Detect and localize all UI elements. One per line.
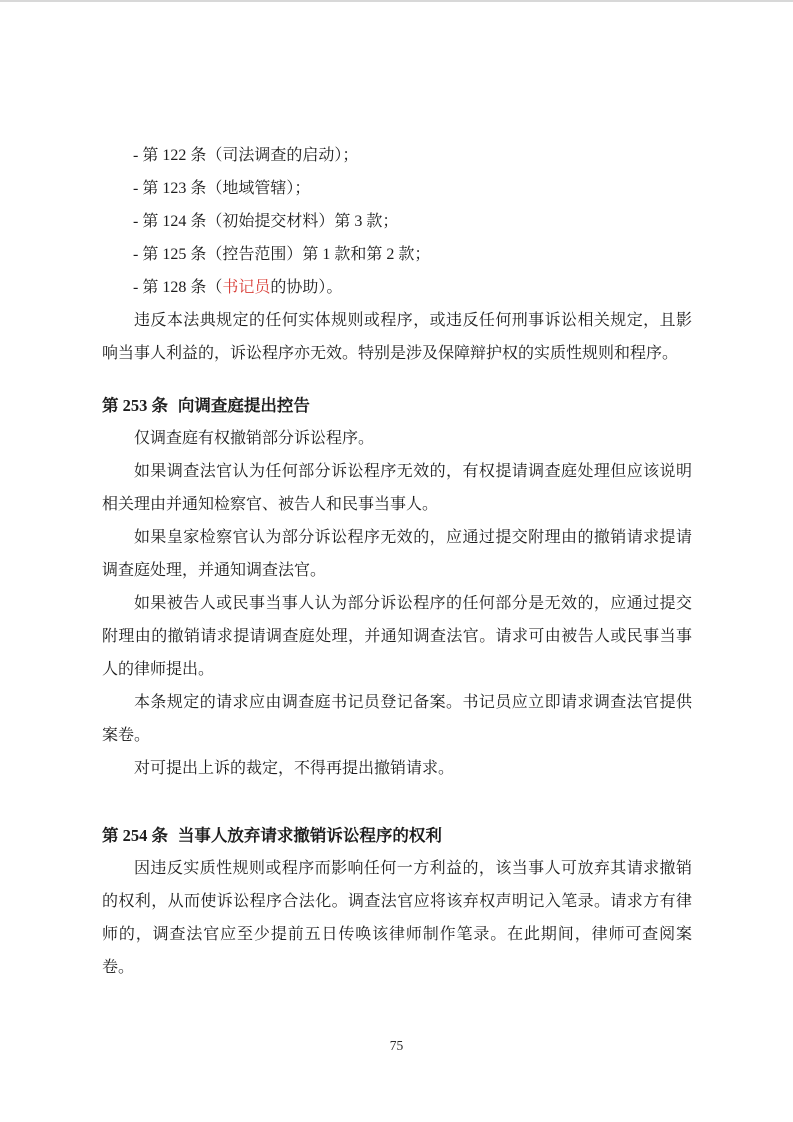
- list-item: - 第 125 条（控告范围）第 1 款和第 2 款；: [133, 246, 431, 263]
- list-item: [102, 271, 692, 304]
- article-title: 向调查庭提出控告: [177, 396, 310, 415]
- list-item: - 第 123 条（地域管辖）；: [133, 180, 311, 197]
- list-item-text: 的协助）。: [270, 279, 343, 296]
- list-item-text: - 第 128 条（: [133, 279, 223, 296]
- paragraph: 仅调查庭有权撤销部分诉讼程序。: [134, 430, 375, 447]
- paragraph: 违反本法典规定的任何实体规则或程序，或违反任何刑事诉讼相关规定，且影响当事人利益的，诉讼程序亦无效。特别是涉及保障辩护权的实质性规则和程序。: [102, 312, 692, 362]
- paragraph: 对可提出上诉的裁定，不得再提出撤销请求。: [134, 760, 455, 777]
- paragraph: 如果皇家检察官认为部分诉讼程序无效的，应通过提交附理由的撤销请求提请调查庭处理，并通知调查法官。: [102, 529, 692, 579]
- scan-edge-artifact: [0, 0, 793, 2]
- document-body: [102, 139, 692, 984]
- article-title: 当事人放弃请求撤销诉讼程序的权利: [177, 826, 442, 845]
- page-number: 75: [389, 1038, 404, 1053]
- paragraph: 因违反实质性规则或程序而影响任何一方利益的，该当事人可放弃其请求撤销的权利，从而使诉讼程序合法化。调查法官应将该弃权声明记入笔录。请求方有律师的，调查法官应至少提前五日传唤该律师制作笔录。在此期间，律师可查阅案卷。: [102, 860, 692, 976]
- paragraph: 如果调查法官认为任何部分诉讼程序无效的，有权提请调查庭处理但应该说明相关理由并通知检察官、被告人和民事当事人。: [102, 463, 692, 513]
- list-item: - 第 124 条（初始提交材料）第 3 款；: [133, 213, 399, 230]
- paragraph: 如果被告人或民事当事人认为部分诉讼程序的任何部分是无效的，应通过提交附理由的撤销请求提请调查庭处理，并通知调查法官。请求可由被告人或民事当事人的律师提出。: [102, 595, 692, 678]
- list-item: - 第 122 条（司法调查的启动）；: [133, 147, 359, 164]
- article-number: 第 254 条: [102, 826, 168, 845]
- article-254-heading: [102, 819, 692, 852]
- article-253-heading: [102, 389, 692, 422]
- red-term: 书记员: [222, 279, 271, 296]
- article-number: 第 253 条: [102, 396, 168, 415]
- paragraph: 本条规定的请求应由调查庭书记员登记备案。书记员应立即请求调查法官提供案卷。: [102, 694, 692, 744]
